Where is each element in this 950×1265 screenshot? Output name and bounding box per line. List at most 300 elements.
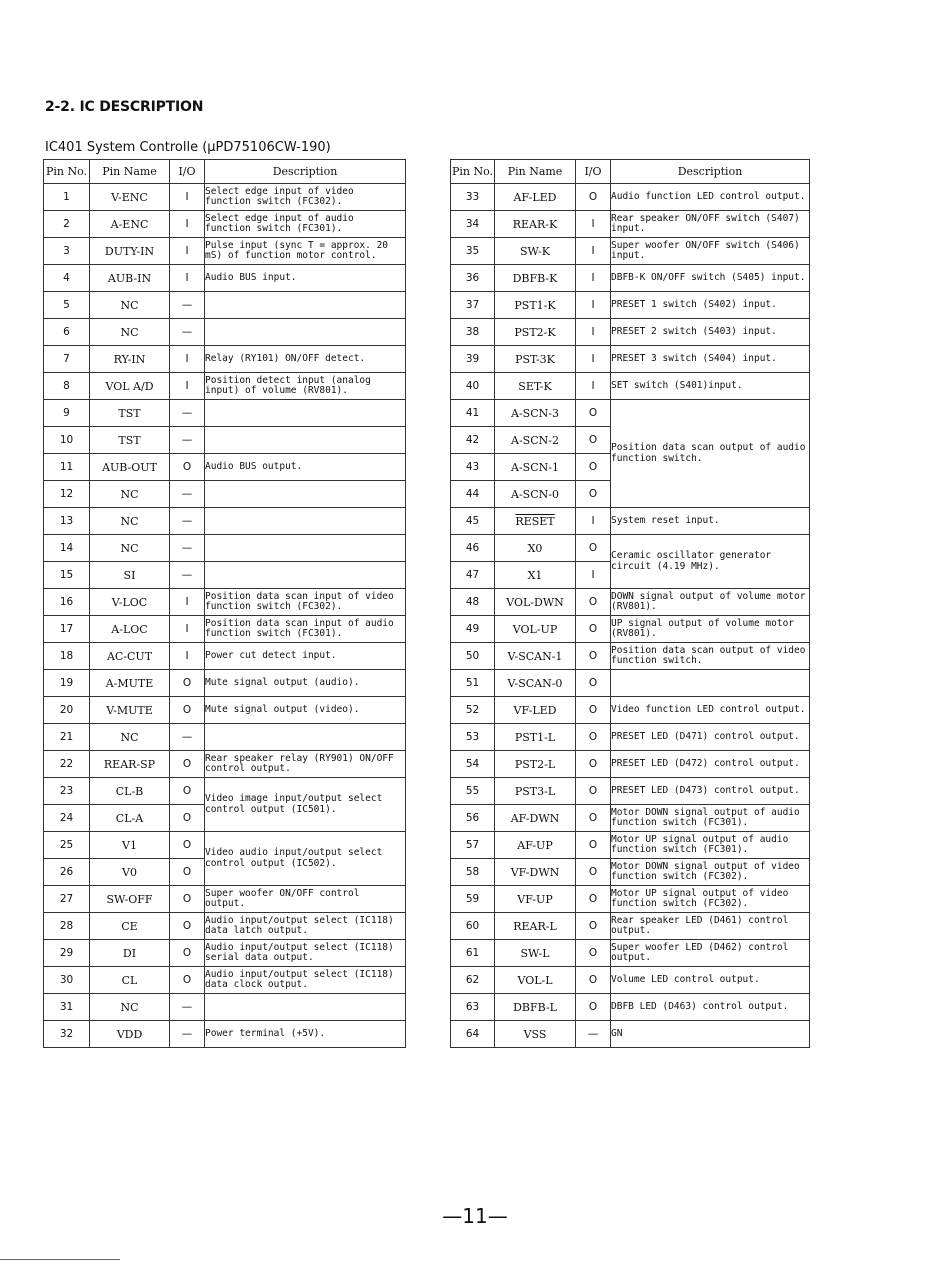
pin-io: — (576, 1021, 611, 1048)
pin-io: I (576, 265, 611, 292)
pin-number: 48 (451, 589, 495, 616)
pin-number: 4 (44, 265, 90, 292)
table-row (44, 508, 406, 535)
pin-io: O (576, 778, 611, 805)
pin-number: 45 (451, 508, 495, 535)
pin-io: O (170, 859, 205, 886)
pin-io: I (170, 211, 205, 238)
pin-io: — (170, 400, 205, 427)
pin-number: 8 (44, 373, 90, 400)
pin-description: Select edge input of audio function switch (FC301). (205, 211, 406, 238)
pin-name: SI (90, 562, 170, 589)
table-row (451, 751, 810, 778)
pin-number: 60 (451, 913, 495, 940)
pin-name: CE (90, 913, 170, 940)
pin-description: Audio input/output select (IC118) data clock output. (205, 967, 406, 994)
pin-number: 18 (44, 643, 90, 670)
pin-number: 41 (451, 400, 495, 427)
pin-description: GN (611, 1021, 810, 1048)
pin-io: I (170, 265, 205, 292)
pin-name: PST-3K (495, 346, 576, 373)
pin-description: Select edge input of video function switch (FC302). (205, 184, 406, 211)
table-row (451, 643, 810, 670)
pin-io: O (170, 670, 205, 697)
pin-description: Pulse input (sync T = approx. 20 mS) of function motor control. (205, 238, 406, 265)
pin-name: NC (90, 292, 170, 319)
pin-io: — (170, 508, 205, 535)
pin-name: RESET (495, 508, 576, 535)
pin-description: Position detect input (analog input) of volume (RV801). (205, 373, 406, 400)
pin-number: 52 (451, 697, 495, 724)
pin-number: 57 (451, 832, 495, 859)
pin-io: O (170, 967, 205, 994)
pin-number: 6 (44, 319, 90, 346)
pin-description (205, 400, 406, 427)
table-row (44, 265, 406, 292)
pin-description: PRESET LED (D472) control output. (611, 751, 810, 778)
pin-name: TST (90, 427, 170, 454)
pin-io: O (170, 886, 205, 913)
pin-description: Position data scan output of video function switch. (611, 643, 810, 670)
pin-name: CL-A (90, 805, 170, 832)
pin-io: O (576, 481, 611, 508)
pin-io: — (170, 292, 205, 319)
table-row (44, 913, 406, 940)
pin-io: O (576, 751, 611, 778)
pin-description: Video function LED control output. (611, 697, 810, 724)
pin-io: O (170, 913, 205, 940)
pin-description: Super woofer LED (D462) control output. (611, 940, 810, 967)
table-row (44, 400, 406, 427)
pin-number: 31 (44, 994, 90, 1021)
pin-description: Audio input/output select (IC118) serial data output. (205, 940, 406, 967)
table-header-row (44, 160, 406, 184)
table-row (451, 616, 810, 643)
pin-description: Audio input/output select (IC118) data latch output. (205, 913, 406, 940)
pin-io: — (170, 535, 205, 562)
pin-description: Super woofer ON/OFF control output. (205, 886, 406, 913)
pin-name: V0 (90, 859, 170, 886)
table-row (44, 967, 406, 994)
pin-name: SW-OFF (90, 886, 170, 913)
pin-number: 46 (451, 535, 495, 562)
pin-description: Audio BUS input. (205, 265, 406, 292)
pin-io: O (576, 535, 611, 562)
pin-description (205, 508, 406, 535)
pin-table-right (450, 159, 810, 1048)
pin-description: DBFB-K ON/OFF switch (S405) input. (611, 265, 810, 292)
pin-name: VSS (495, 1021, 576, 1048)
pin-description (205, 562, 406, 589)
pin-name: AC-CUT (90, 643, 170, 670)
pin-number: 9 (44, 400, 90, 427)
pin-number: 16 (44, 589, 90, 616)
table-row (451, 886, 810, 913)
pin-name: PST1-K (495, 292, 576, 319)
pin-number: 1 (44, 184, 90, 211)
pin-description (205, 994, 406, 1021)
pin-name: AUB-OUT (90, 454, 170, 481)
pin-number: 56 (451, 805, 495, 832)
pin-name: PST3-L (495, 778, 576, 805)
pin-description: Motor UP signal output of video function switch (FC302). (611, 886, 810, 913)
pin-name: REAR-K (495, 211, 576, 238)
pin-io: O (576, 913, 611, 940)
io-header: I/O (170, 160, 205, 184)
table-row (451, 1021, 810, 1048)
table-row (451, 184, 810, 211)
section-title: 2-2. IC DESCRIPTION (45, 99, 204, 115)
table-row (451, 670, 810, 697)
pin-io: I (576, 292, 611, 319)
table-row (44, 535, 406, 562)
table-row (44, 562, 406, 589)
footer-rule (0, 1259, 120, 1260)
pin-number: 17 (44, 616, 90, 643)
pin-name: V-SCAN-1 (495, 643, 576, 670)
pin-name: NC (90, 994, 170, 1021)
pin-name: NC (90, 508, 170, 535)
pin-name-header: Pin Name (495, 160, 576, 184)
table-row (44, 832, 406, 859)
page-number: —11— (442, 1204, 508, 1228)
pin-io: O (576, 859, 611, 886)
pin-io: I (170, 238, 205, 265)
table-row (451, 319, 810, 346)
table-row (451, 373, 810, 400)
pin-number: 50 (451, 643, 495, 670)
pin-io: I (576, 238, 611, 265)
pin-description (205, 319, 406, 346)
pin-name: NC (90, 481, 170, 508)
pin-number: 24 (44, 805, 90, 832)
pin-number: 3 (44, 238, 90, 265)
pin-name: A-SCN-1 (495, 454, 576, 481)
pin-description: DOWN signal output of volume motor (RV801). (611, 589, 810, 616)
table-row (451, 211, 810, 238)
pin-number: 34 (451, 211, 495, 238)
table-row (451, 967, 810, 994)
table-row (44, 643, 406, 670)
pin-io: O (576, 589, 611, 616)
pin-number: 62 (451, 967, 495, 994)
table-row (451, 832, 810, 859)
pin-description: Motor UP signal output of audio function switch (FC301). (611, 832, 810, 859)
pin-description: UP signal output of volume motor (RV801). (611, 616, 810, 643)
pin-io: — (170, 994, 205, 1021)
pin-description: Audio function LED control output. (611, 184, 810, 211)
pin-number: 27 (44, 886, 90, 913)
pin-io: — (170, 724, 205, 751)
pin-number: 38 (451, 319, 495, 346)
pin-number: 44 (451, 481, 495, 508)
pin-name: VOL-L (495, 967, 576, 994)
pin-description: Relay (RY101) ON/OFF detect. (205, 346, 406, 373)
pin-description (205, 535, 406, 562)
table-row (44, 589, 406, 616)
pin-io: — (170, 562, 205, 589)
pin-io: O (576, 427, 611, 454)
pin-description: PRESET 1 switch (S402) input. (611, 292, 810, 319)
pin-io: O (170, 778, 205, 805)
pin-name: A-ENC (90, 211, 170, 238)
pin-name: REAR-L (495, 913, 576, 940)
pin-name: VF-UP (495, 886, 576, 913)
pin-name: CL-B (90, 778, 170, 805)
table-row (451, 940, 810, 967)
pin-number: 36 (451, 265, 495, 292)
pin-description: PRESET 2 switch (S403) input. (611, 319, 810, 346)
pin-number: 20 (44, 697, 90, 724)
pin-number: 26 (44, 859, 90, 886)
pin-name: A-LOC (90, 616, 170, 643)
pin-description: Rear speaker ON/OFF switch (S407) input. (611, 211, 810, 238)
pin-description: Mute signal output (video). (205, 697, 406, 724)
pin-io: I (170, 346, 205, 373)
table-row (44, 427, 406, 454)
pin-number: 10 (44, 427, 90, 454)
pin-name-header: Pin Name (90, 160, 170, 184)
pin-io: O (170, 697, 205, 724)
pin-name: V-MUTE (90, 697, 170, 724)
table-row (451, 805, 810, 832)
pin-number: 54 (451, 751, 495, 778)
pin-name: PST2-L (495, 751, 576, 778)
pin-no-header: Pin No. (451, 160, 495, 184)
table-row (44, 778, 406, 805)
pin-description: Motor DOWN signal output of video function switch (FC302). (611, 859, 810, 886)
pin-description: Position data scan input of video function switch (FC302). (205, 589, 406, 616)
pin-description: Volume LED control output. (611, 967, 810, 994)
pin-number: 19 (44, 670, 90, 697)
pin-io: O (576, 670, 611, 697)
pin-description: PRESET LED (D471) control output. (611, 724, 810, 751)
pin-description: Ceramic oscillator generator circuit (4.19 MHz). (611, 535, 810, 589)
pin-io: O (576, 184, 611, 211)
table-row (44, 670, 406, 697)
pin-name: AF-UP (495, 832, 576, 859)
pin-number: 5 (44, 292, 90, 319)
pin-description: PRESET 3 switch (S404) input. (611, 346, 810, 373)
pin-description (205, 427, 406, 454)
pin-description: Position data scan input of audio function switch (FC301). (205, 616, 406, 643)
pin-number: 47 (451, 562, 495, 589)
pin-number: 61 (451, 940, 495, 967)
table-row (44, 1021, 406, 1048)
pin-name: REAR-SP (90, 751, 170, 778)
pin-number: 33 (451, 184, 495, 211)
pin-io: O (170, 751, 205, 778)
table-row (44, 238, 406, 265)
pin-io: O (576, 805, 611, 832)
table-row (451, 697, 810, 724)
pin-name: A-SCN-3 (495, 400, 576, 427)
pin-description (205, 724, 406, 751)
pin-description: Position data scan output of audio function switch. (611, 400, 810, 508)
pin-io: O (170, 805, 205, 832)
pin-name: SW-K (495, 238, 576, 265)
pin-description: PRESET LED (D473) control output. (611, 778, 810, 805)
pin-name: PST2-K (495, 319, 576, 346)
pin-name: VOL-UP (495, 616, 576, 643)
pin-io: O (170, 940, 205, 967)
pin-description: Rear speaker LED (D461) control output. (611, 913, 810, 940)
pin-name: NC (90, 319, 170, 346)
pin-io: O (576, 400, 611, 427)
pin-name: X1 (495, 562, 576, 589)
table-row (44, 373, 406, 400)
pin-name: TST (90, 400, 170, 427)
pin-number: 30 (44, 967, 90, 994)
pin-io: I (576, 562, 611, 589)
pin-io: I (170, 184, 205, 211)
pin-number: 59 (451, 886, 495, 913)
table-row (451, 535, 810, 562)
pin-io: O (576, 994, 611, 1021)
pin-description: Motor DOWN signal output of audio function switch (FC301). (611, 805, 810, 832)
table-row (451, 724, 810, 751)
pin-io: O (576, 967, 611, 994)
pin-name: PST1-L (495, 724, 576, 751)
pin-number: 39 (451, 346, 495, 373)
pin-name: VF-LED (495, 697, 576, 724)
pin-description: Video image input/output select control output (IC501). (205, 778, 406, 832)
pin-name: AF-DWN (495, 805, 576, 832)
table-row (451, 994, 810, 1021)
pin-io: I (170, 616, 205, 643)
pin-name: A-SCN-2 (495, 427, 576, 454)
pin-io: — (170, 481, 205, 508)
table-row (44, 616, 406, 643)
pin-number: 15 (44, 562, 90, 589)
pin-name: DBFB-L (495, 994, 576, 1021)
pin-description (205, 481, 406, 508)
pin-number: 22 (44, 751, 90, 778)
pin-io: I (576, 211, 611, 238)
pin-io: O (576, 454, 611, 481)
pin-io: O (170, 832, 205, 859)
pin-number: 11 (44, 454, 90, 481)
pin-number: 28 (44, 913, 90, 940)
table-row (44, 184, 406, 211)
pin-name: VDD (90, 1021, 170, 1048)
table-row (44, 994, 406, 1021)
table-row (44, 292, 406, 319)
table-row (44, 886, 406, 913)
table-row (44, 211, 406, 238)
pin-name: DBFB-K (495, 265, 576, 292)
pin-name: CL (90, 967, 170, 994)
table-row (44, 319, 406, 346)
pin-table-left (43, 159, 406, 1048)
description-header: Description (205, 160, 406, 184)
pin-io: O (576, 724, 611, 751)
pin-description (205, 292, 406, 319)
pin-description: Power terminal (+5V). (205, 1021, 406, 1048)
pin-io: I (576, 508, 611, 535)
pin-name: V-LOC (90, 589, 170, 616)
pin-io: — (170, 319, 205, 346)
pin-number: 37 (451, 292, 495, 319)
pin-io: I (170, 589, 205, 616)
pin-io: O (576, 886, 611, 913)
table-row (451, 265, 810, 292)
pin-name: V1 (90, 832, 170, 859)
ic-title: IC401 System Controlle (μPD75106CW-190) (45, 140, 331, 155)
pin-number: 2 (44, 211, 90, 238)
table-row (44, 346, 406, 373)
pin-name: V-ENC (90, 184, 170, 211)
table-row (451, 400, 810, 427)
pin-description: Super woofer ON/OFF switch (S406) input. (611, 238, 810, 265)
pin-name: AUB-IN (90, 265, 170, 292)
table-row (451, 913, 810, 940)
table-row (451, 508, 810, 535)
pin-description: Video audio input/output select control output (IC502). (205, 832, 406, 886)
table-row (44, 697, 406, 724)
pin-io: I (576, 319, 611, 346)
pin-name: RY-IN (90, 346, 170, 373)
pin-name: SET-K (495, 373, 576, 400)
pin-name: V-SCAN-0 (495, 670, 576, 697)
description-header: Description (611, 160, 810, 184)
pin-io: O (170, 454, 205, 481)
pin-io: O (576, 643, 611, 670)
pin-description: DBFB LED (D463) control output. (611, 994, 810, 1021)
pin-io: I (170, 373, 205, 400)
table-row (44, 940, 406, 967)
pin-number: 64 (451, 1021, 495, 1048)
pin-description: SET switch (S401)input. (611, 373, 810, 400)
pin-no-header: Pin No. (44, 160, 90, 184)
pin-number: 55 (451, 778, 495, 805)
pin-io: — (170, 427, 205, 454)
pin-io: — (170, 1021, 205, 1048)
table-row (451, 589, 810, 616)
table-row (44, 724, 406, 751)
pin-description: System reset input. (611, 508, 810, 535)
pin-number: 13 (44, 508, 90, 535)
pin-description: Power cut detect input. (205, 643, 406, 670)
pin-name: A-SCN-0 (495, 481, 576, 508)
table-row (451, 778, 810, 805)
pin-description: Audio BUS output. (205, 454, 406, 481)
pin-io: I (576, 373, 611, 400)
pin-name: VF-DWN (495, 859, 576, 886)
pin-number: 7 (44, 346, 90, 373)
pin-io: O (576, 697, 611, 724)
pin-io: I (170, 643, 205, 670)
pin-name: AF-LED (495, 184, 576, 211)
pin-name: DUTY-IN (90, 238, 170, 265)
pin-name: VOL-DWN (495, 589, 576, 616)
pin-io: I (576, 346, 611, 373)
pin-number: 40 (451, 373, 495, 400)
pin-io: O (576, 940, 611, 967)
pin-name: NC (90, 724, 170, 751)
pin-number: 43 (451, 454, 495, 481)
table-header-row (451, 160, 810, 184)
table-row (451, 238, 810, 265)
pin-number: 58 (451, 859, 495, 886)
pin-name: DI (90, 940, 170, 967)
io-header: I/O (576, 160, 611, 184)
pin-number: 25 (44, 832, 90, 859)
pin-number: 42 (451, 427, 495, 454)
table-row (451, 346, 810, 373)
pin-io: O (576, 616, 611, 643)
pin-name: NC (90, 535, 170, 562)
